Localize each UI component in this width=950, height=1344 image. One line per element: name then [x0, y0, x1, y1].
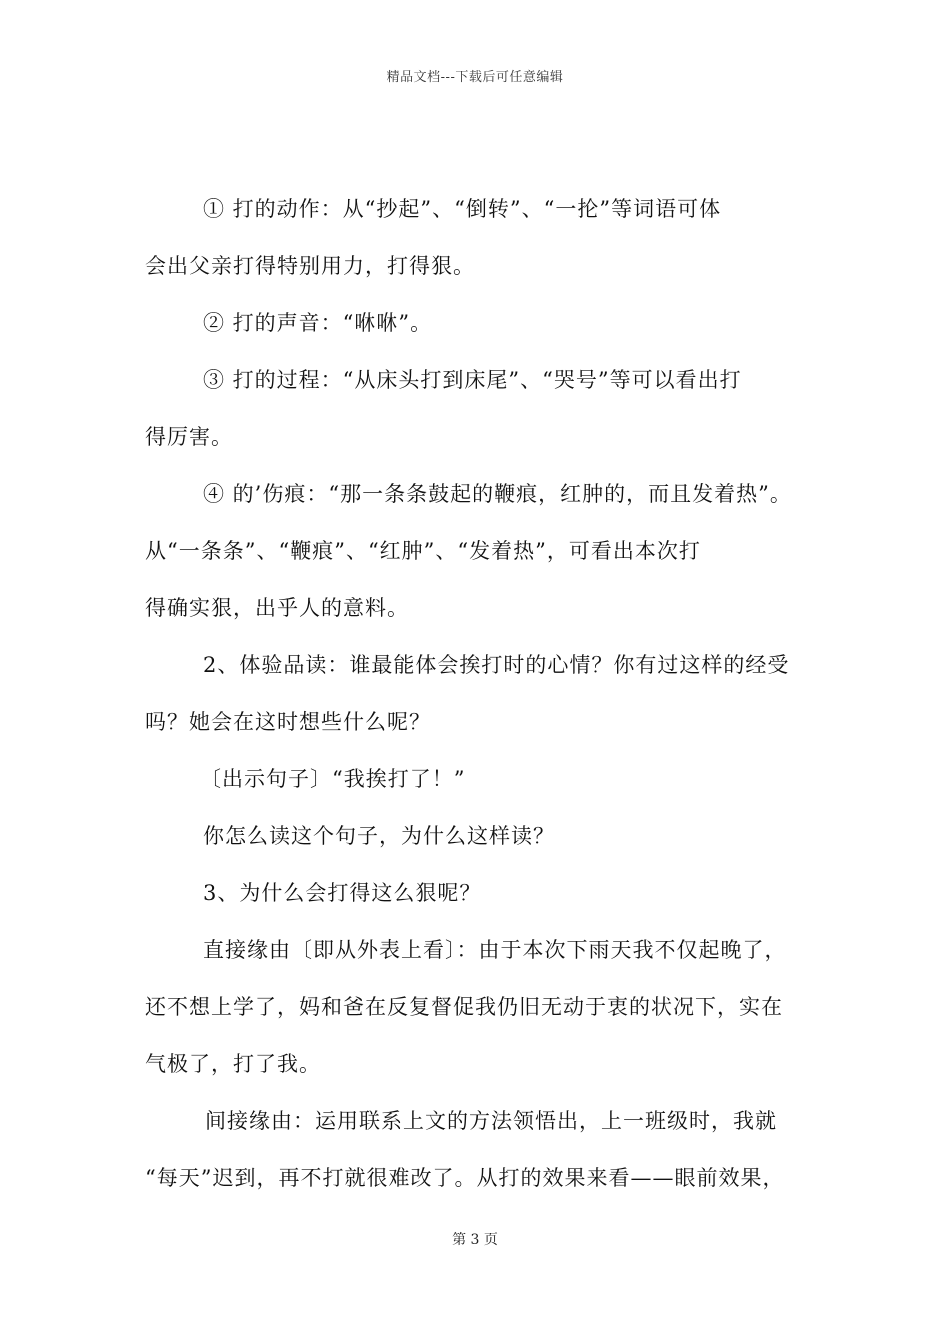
body-line: 你怎么读这个句子，为什么这样读？ — [203, 824, 555, 848]
body-line: 直接缘由〔即从外表上看〕：由于本次下雨天我不仅起晚了， — [203, 938, 787, 962]
body-line: ① 打的动作：从“抄起”、“倒转”、“一抡”等词语可体 — [203, 197, 722, 221]
body-line: 气极了，打了我。 — [145, 1052, 321, 1076]
body-line: 吗？她会在这时想些什么呢？ — [145, 710, 431, 734]
body-line: 间接缘由：运用联系上文的方法领悟出，上一班级时，我就 — [205, 1109, 777, 1133]
body-line: 〔出示句子〕“我挨打了！” — [200, 767, 466, 791]
body-line: “每天”迟到，再不打就很难改了。从打的效果来看——眼前效果， — [145, 1166, 785, 1190]
body-line: ④ 的’伤痕：“那一条条鼓起的鞭痕，红肿的，而且发着热”。 — [203, 482, 792, 506]
body-line: 得确实狠，出乎人的意料。 — [145, 596, 409, 620]
body-line: 会出父亲打得特别用力，打得狠。 — [145, 254, 475, 278]
body-line: ② 打的声音：“咻咻”。 — [203, 311, 433, 335]
body-line: 从“一条条”、“鞭痕”、“红肿”、“发着热”，可看出本次打 — [145, 539, 701, 563]
body-line: 还不想上学了，妈和爸在反复督促我仍旧无动于衷的状况下，实在 — [145, 995, 783, 1019]
body-line: 2、体验品读：谁最能体会挨打时的心情？你有过这样的经受 — [203, 653, 790, 677]
page-header: 精品文档---下载后可任意编辑 — [386, 70, 564, 85]
body-line: ③ 打的过程：“从床头打到床尾”、“哭号”等可以看出打 — [203, 368, 742, 392]
body-line: 3、为什么会打得这么狠呢？ — [203, 881, 482, 905]
body-line: 得厉害。 — [145, 425, 233, 449]
page-number: 第 3 页 — [452, 1232, 498, 1248]
